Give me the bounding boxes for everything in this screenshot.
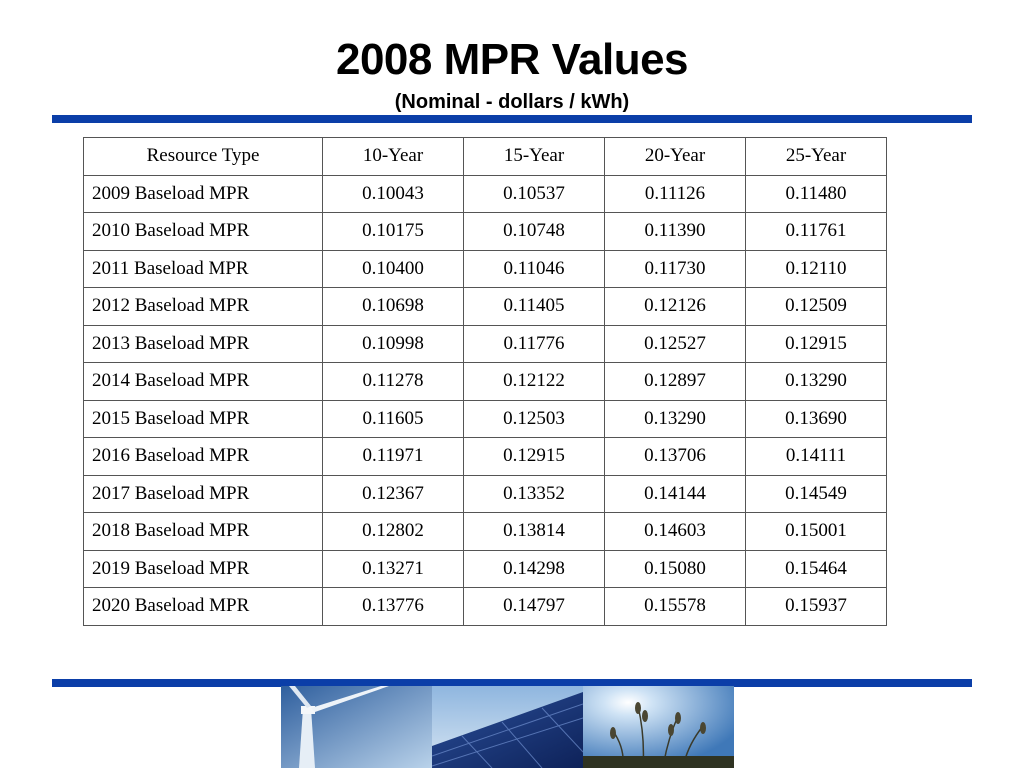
mpr-value-cell: 0.13776 — [323, 588, 464, 626]
table-header-row — [84, 138, 887, 176]
mpr-value-cell: 0.11046 — [464, 250, 605, 288]
footer-photo-strip — [281, 686, 735, 768]
mpr-value-cell: 0.11730 — [605, 250, 746, 288]
table-row — [84, 550, 887, 588]
mpr-value-cell: 0.12802 — [323, 513, 464, 551]
mpr-value-cell: 0.15001 — [746, 513, 887, 551]
mpr-value-cell: 0.14549 — [746, 475, 887, 513]
mpr-value-cell: 0.12126 — [605, 288, 746, 326]
mpr-value-cell: 0.15937 — [746, 588, 887, 626]
mpr-value-cell: 0.10043 — [323, 175, 464, 213]
table-row — [84, 325, 887, 363]
column-header: 20-Year — [605, 138, 746, 176]
mpr-value-cell: 0.10698 — [323, 288, 464, 326]
resource-type-cell: 2009 Baseload MPR — [84, 175, 323, 213]
resource-type-cell: 2015 Baseload MPR — [84, 400, 323, 438]
resource-type-cell: 2019 Baseload MPR — [84, 550, 323, 588]
resource-type-cell: 2016 Baseload MPR — [84, 438, 323, 476]
resource-type-cell: 2020 Baseload MPR — [84, 588, 323, 626]
column-header: 15-Year — [464, 138, 605, 176]
mpr-value-cell: 0.11480 — [746, 175, 887, 213]
resource-type-cell: 2018 Baseload MPR — [84, 513, 323, 551]
wind-turbine-photo — [281, 686, 432, 768]
mpr-value-cell: 0.13271 — [323, 550, 464, 588]
mpr-value-cell: 0.13290 — [746, 363, 887, 401]
page-subtitle: (Nominal - dollars / kWh) — [394, 91, 630, 113]
resource-type-cell: 2010 Baseload MPR — [84, 213, 323, 251]
mpr-value-cell: 0.12897 — [605, 363, 746, 401]
column-header: 10-Year — [323, 138, 464, 176]
table-row — [84, 213, 887, 251]
grass-sky-photo — [583, 686, 734, 768]
mpr-value-cell: 0.10537 — [464, 175, 605, 213]
mpr-value-cell: 0.12122 — [464, 363, 605, 401]
column-header: Resource Type — [84, 138, 323, 176]
mpr-value-cell: 0.14603 — [605, 513, 746, 551]
table-row — [84, 288, 887, 326]
mpr-value-cell: 0.13690 — [746, 400, 887, 438]
mpr-value-cell: 0.11776 — [464, 325, 605, 363]
table-body — [84, 175, 887, 625]
mpr-value-cell: 0.14111 — [746, 438, 887, 476]
mpr-value-cell: 0.12527 — [605, 325, 746, 363]
page-title: 2008 MPR Values — [335, 35, 689, 84]
mpr-value-cell: 0.12915 — [746, 325, 887, 363]
mpr-table — [83, 137, 887, 626]
resource-type-cell: 2012 Baseload MPR — [84, 288, 323, 326]
mpr-value-cell: 0.10175 — [323, 213, 464, 251]
resource-type-cell: 2017 Baseload MPR — [84, 475, 323, 513]
table-row — [84, 175, 887, 213]
mpr-value-cell: 0.11761 — [746, 213, 887, 251]
mpr-value-cell: 0.13290 — [605, 400, 746, 438]
mpr-value-cell: 0.12367 — [323, 475, 464, 513]
mpr-value-cell: 0.12110 — [746, 250, 887, 288]
table-row — [84, 363, 887, 401]
mpr-value-cell: 0.13814 — [464, 513, 605, 551]
solar-panel-photo — [432, 686, 583, 768]
mpr-value-cell: 0.11971 — [323, 438, 464, 476]
mpr-value-cell: 0.12915 — [464, 438, 605, 476]
mpr-value-cell: 0.11390 — [605, 213, 746, 251]
table-row — [84, 513, 887, 551]
column-header: 25-Year — [746, 138, 887, 176]
mpr-value-cell: 0.11126 — [605, 175, 746, 213]
mpr-value-cell: 0.15578 — [605, 588, 746, 626]
mpr-value-cell: 0.10998 — [323, 325, 464, 363]
table-row — [84, 475, 887, 513]
mpr-value-cell: 0.10748 — [464, 213, 605, 251]
mpr-value-cell: 0.11405 — [464, 288, 605, 326]
mpr-value-cell: 0.14298 — [464, 550, 605, 588]
mpr-value-cell: 0.13352 — [464, 475, 605, 513]
mpr-value-cell: 0.15080 — [605, 550, 746, 588]
mpr-value-cell: 0.14144 — [605, 475, 746, 513]
table-row — [84, 400, 887, 438]
resource-type-cell: 2014 Baseload MPR — [84, 363, 323, 401]
table-row — [84, 588, 887, 626]
table-row — [84, 250, 887, 288]
mpr-value-cell: 0.15464 — [746, 550, 887, 588]
mpr-value-cell: 0.13706 — [605, 438, 746, 476]
resource-type-cell: 2011 Baseload MPR — [84, 250, 323, 288]
mpr-value-cell: 0.11278 — [323, 363, 464, 401]
mpr-value-cell: 0.11605 — [323, 400, 464, 438]
resource-type-cell: 2013 Baseload MPR — [84, 325, 323, 363]
mpr-value-cell: 0.10400 — [323, 250, 464, 288]
mpr-value-cell: 0.12503 — [464, 400, 605, 438]
table-row — [84, 438, 887, 476]
top-divider — [52, 115, 972, 123]
mpr-value-cell: 0.12509 — [746, 288, 887, 326]
mpr-value-cell: 0.14797 — [464, 588, 605, 626]
